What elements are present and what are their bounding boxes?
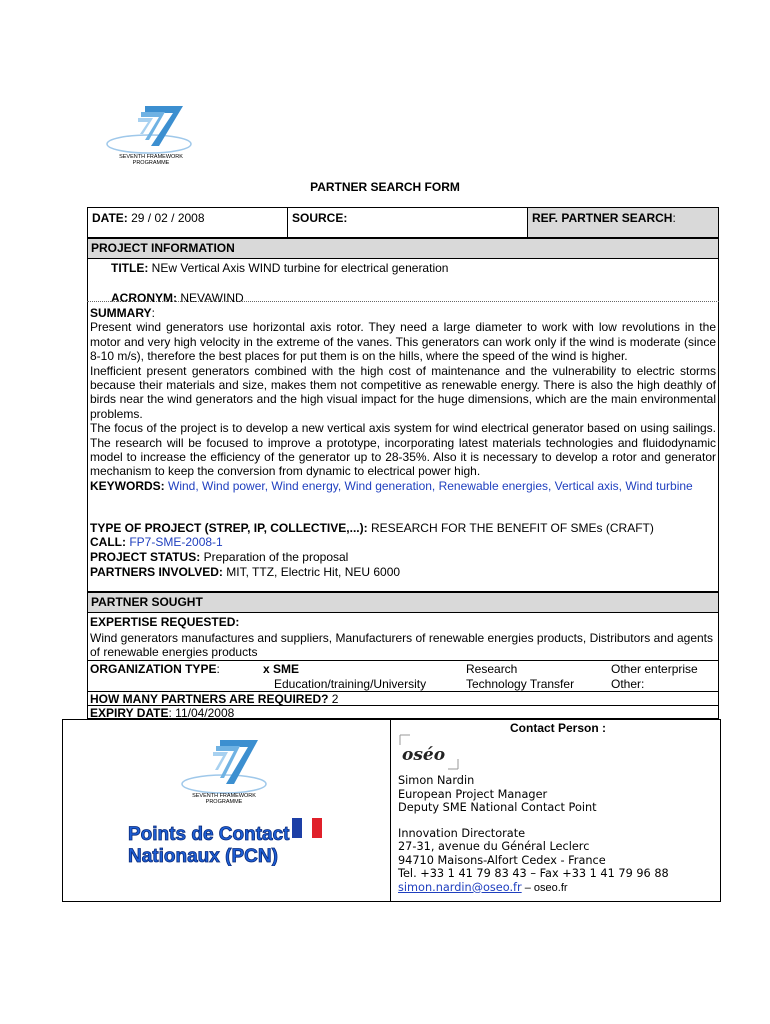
- contact-box-divider: [390, 719, 391, 902]
- acronym-value: NEVAWIND: [180, 291, 244, 305]
- contact-phone: Tel. +33 1 41 79 83 43 – Fax +33 1 41 79 96 88: [398, 867, 669, 880]
- option-education: Education/training/University: [274, 677, 427, 691]
- fp7-logo-line1: SEVENTH FRAMEWORK: [119, 154, 183, 160]
- contact-address-2: 94710 Maisons-Alfort Cedex - France: [398, 853, 606, 867]
- option-other-enterprise: Other enterprise: [611, 662, 698, 676]
- ref-cell: [528, 208, 718, 237]
- project-information-section: [87, 238, 719, 592]
- date-label: DATE:: [92, 211, 128, 225]
- partners-value: MIT, TTZ, Electric Hit, NEU 6000: [226, 565, 401, 579]
- fp7-logo: [105, 100, 197, 168]
- contact-address-1: 27-31, avenue du Général Leclerc: [398, 840, 590, 853]
- call-line: [90, 535, 223, 549]
- summary-paragraph-2: Inefficient present generators combined with the high cost of maintenance and the vulnerability to electric storms because their materials and size, makes them not competitive as renewable energy. There is also the high deathly of birds near the wind generators and the high visual impact for the huge dimensions, which are the main environmental problems.: [90, 363, 716, 421]
- contact-role-2: Deputy SME National Contact Point: [398, 801, 597, 814]
- oseo-logo-icon: [398, 733, 462, 773]
- contact-department: Innovation Directorate: [398, 826, 526, 840]
- pcn-logo-text-icon: [126, 820, 290, 866]
- summary-heading: [90, 306, 716, 320]
- org-colon: :: [216, 662, 220, 676]
- project-status-line: [90, 550, 348, 564]
- summary-block: [90, 306, 716, 493]
- pcn-logo: [126, 820, 290, 866]
- title-label: TITLE:: [111, 261, 149, 275]
- partners-label: PARTNERS INVOLVED:: [90, 565, 223, 579]
- fp7-logo-bottom: [178, 736, 270, 806]
- source-label: SOURCE:: [292, 211, 348, 225]
- call-label: CALL:: [90, 535, 126, 549]
- form-title: PARTNER SEARCH FORM: [310, 180, 460, 194]
- summary-paragraph-1: Present wind generators use horizontal axis rotor. They need a large diameter to work with low revolutions in the motor and very high velocity in the extreme of the vanes. This generators can work only if the wind is moderate (since 8-10 m/s), therefore the best places for put them is on the hills, where the speed of the wind is higher.: [90, 320, 716, 364]
- pcn-line2: Nationaux (PCN): [128, 846, 278, 866]
- org-label: ORGANIZATION TYPE: [90, 662, 217, 676]
- summary-colon: :: [151, 306, 155, 320]
- contact-website[interactable]: oseo.fr: [533, 881, 568, 894]
- contact-role-1: European Project Manager: [398, 787, 548, 801]
- acronym-label: ACRONYM:: [111, 291, 177, 305]
- organization-type-label: [90, 662, 220, 676]
- option-other: Other:: [611, 677, 645, 691]
- acronym-line: [111, 291, 244, 305]
- keywords-value: Wind, Wind power, Wind energy, Wind generation, Renewable energies, Vertical axis, Wind turbine: [168, 478, 693, 493]
- french-flag-icon: [292, 818, 322, 838]
- how-many-value: 2: [331, 692, 339, 706]
- option-research: Research: [466, 662, 518, 676]
- acronym-row-divider: [87, 301, 719, 302]
- expertise-row-divider: [87, 612, 719, 613]
- contact-separator: –: [521, 881, 534, 894]
- summary-paragraph-3: The focus of the project is to develop a new vertical axis system for wind electrical generator based on using sailings. The research will be focused to improve a prototype, incorporating latest materials technologies and fluidodynamic model to increase the efficiency of the generator up to 28-35%. Also it is necessary to develop a rotor and generator mechanism to keep the conversion from dynamic to electrical power high.: [90, 421, 716, 479]
- oseo-logo: [398, 733, 462, 773]
- status-label: PROJECT STATUS:: [90, 550, 201, 564]
- status-value: Preparation of the proposal: [203, 550, 349, 564]
- partners-involved-line: [90, 565, 400, 579]
- contact-email-link[interactable]: simon.nardin@oseo.fr: [398, 880, 522, 894]
- call-value: FP7-SME-2008-1: [129, 535, 223, 549]
- keywords-label: KEYWORDS:: [90, 478, 165, 493]
- pcn-line1: Points de Contact: [128, 824, 290, 845]
- type-of-project-line: [90, 521, 654, 535]
- partner-sought-title: PARTNER SOUGHT: [88, 593, 718, 613]
- contact-name: Simon Nardin: [398, 774, 475, 787]
- fp7-seven-icon: [105, 100, 197, 168]
- contact-details: [398, 774, 669, 895]
- keywords-line: [90, 479, 716, 493]
- expertise-label: EXPERTISE REQUESTED:: [90, 615, 240, 629]
- type-value: RESEARCH FOR THE BENEFIT OF SMEs (CRAFT): [370, 521, 654, 535]
- ref-label: REF. PARTNER SEARCH: [532, 211, 673, 225]
- option-technology-transfer: Technology Transfer: [466, 677, 575, 691]
- expiry-label: EXPIRY DATE: [90, 706, 169, 720]
- ref-colon: :: [672, 211, 676, 225]
- date-value: 29 / 02 / 2008: [131, 211, 205, 225]
- fp7-bottom-line1: SEVENTH FRAMEWORK: [192, 793, 256, 799]
- expiry-colon: :: [168, 706, 172, 720]
- expertise-value: Wind generators manufactures and suppliers, Manufacturers of renewable energies products, Distributors and agents of renewable energies products: [90, 631, 713, 660]
- oseo-logo-text: oséo: [402, 745, 446, 765]
- fp7-seven-icon-bottom: [178, 736, 270, 806]
- date-cell: [88, 208, 288, 237]
- expiry-row-divider: [87, 705, 719, 706]
- title-row-divider: [87, 258, 719, 259]
- project-title-line: [111, 261, 448, 275]
- option-sme: x SME: [263, 662, 300, 676]
- project-information-title: PROJECT INFORMATION: [88, 239, 718, 259]
- contact-heading: Contact Person :: [510, 721, 607, 735]
- fp7-logo-line2: PROGRAMME: [132, 160, 170, 166]
- source-cell: [288, 208, 528, 237]
- fp7-bottom-line2: PROGRAMME: [205, 799, 243, 805]
- summary-label: SUMMARY: [90, 306, 152, 320]
- title-value: NEw Vertical Axis WIND turbine for electrical generation: [151, 261, 449, 275]
- how-many-row-divider: [87, 691, 719, 692]
- header-row: [87, 207, 719, 238]
- type-label: TYPE OF PROJECT (STREP, IP, COLLECTIVE,...):: [90, 521, 368, 535]
- organization-row-divider: [87, 660, 719, 661]
- how-many-label: HOW MANY PARTNERS ARE REQUIRED?: [90, 692, 329, 706]
- contact-web-line: [398, 881, 669, 896]
- expiry-value: 11/04/2008: [175, 706, 235, 720]
